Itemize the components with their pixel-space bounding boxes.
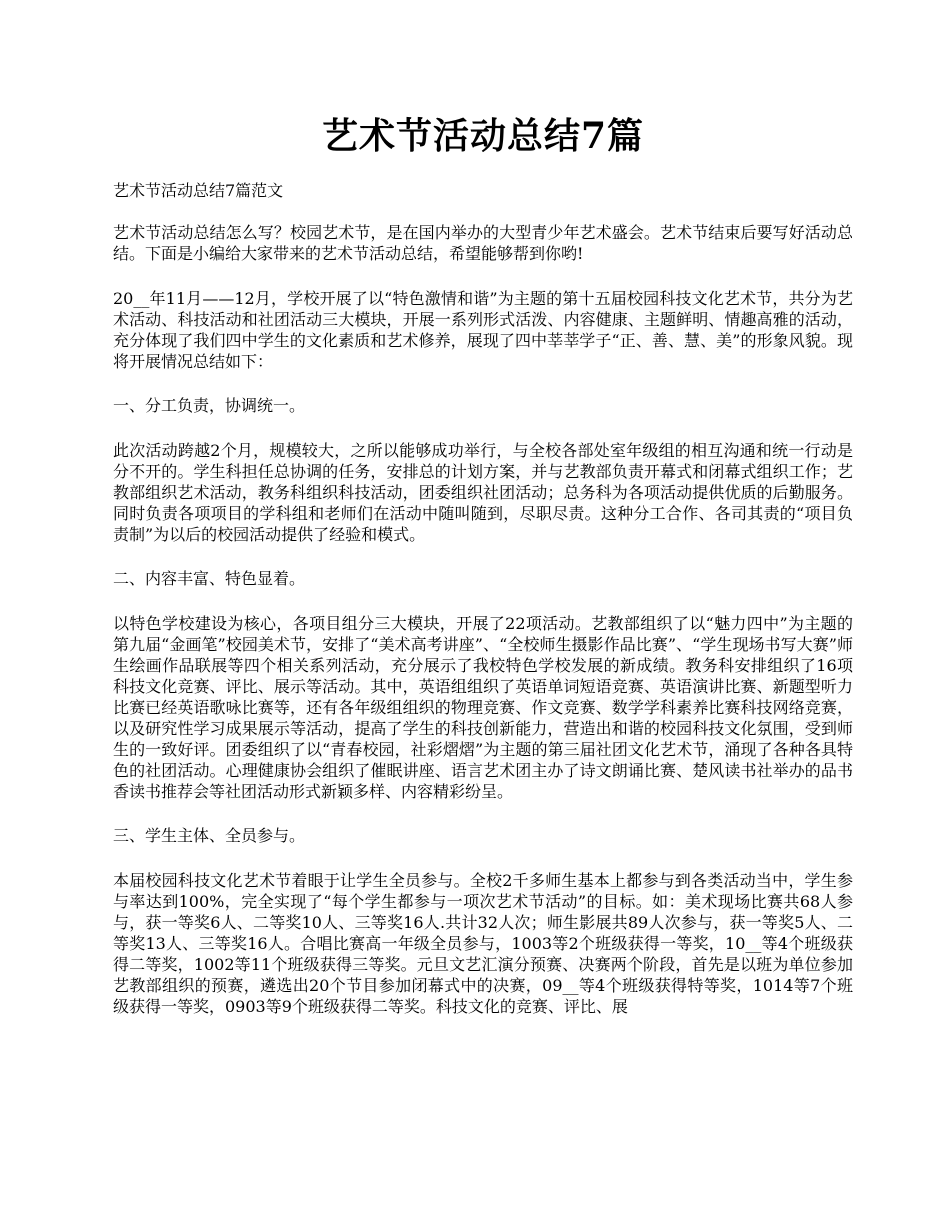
- section-body-3: 本届校园科技文化艺术节着眼于让学生全员参与。全校2千多师生基本上都参与到各类活动当中，学生参与率达到100%，完全实现了“每个学生都参与一项次艺术节活动”的目标。如：美术现场比赛共68人参与，获一等奖6人、二等奖10人、三等奖16人.共计32人次；师生影展共89人次参与，获一等奖5人、二等奖13人、三等奖16人。合唱比赛高一年级全员参与，1003等2个班级获得一等奖，10__等4个班级获得二等奖，1002等11个班级获得三等奖。元旦文艺汇演分预赛、决赛两个阶段，首先是以班为单位参加艺教部组织的预赛，遴选出20个节目参加闭幕式中的决赛，09__等4个班级获得特等奖，1014等7个班级获得一等奖，0903等9个班级获得二等奖。科技文化的竞赛、评比、展: [113, 871, 853, 1016]
- overview-paragraph: 20__年11月——12月，学校开展了以“特色激情和谐”为主题的第十五届校园科技文化艺术节，共分为艺术活动、科技活动和社团活动三大模块，开展一系列形式活泼、内容健康、主题鲜明、情趣高雅的活动，充分体现了我们四中学生的文化素质和艺术修养，展现了四中莘莘学子“正、善、慧、美”的形象风貌。现将开展情况总结如下：: [113, 289, 853, 371]
- section-body-1: 此次活动跨越2个月，规模较大，之所以能够成功举行，与全校各部处室年级组的相互沟通和统一行动是分不开的。学生科担任总协调的任务，安排总的计划方案，并与艺教部负责开幕式和闭幕式组织工作；艺教部组织艺术活动，教务科组织科技活动，团委组织社团活动；总务科为各项活动提供优质的后勤服务。同时负责各项项目的学科组和老师们在活动中随叫随到，尽职尽责。这种分工合作、各司其责的“项目负责制”为以后的校园活动提供了经验和模式。: [113, 441, 853, 544]
- document-title: 艺术节活动总结7篇: [321, 115, 645, 157]
- intro-paragraph: 艺术节活动总结怎么写？校园艺术节，是在国内举办的大型青少年艺术盛会。艺术节结束后要写好活动总结。下面是小编给大家带来的艺术节活动总结，希望能够帮到你哟!: [113, 223, 853, 263]
- section-body-2: 以特色学校建设为核心，各项目组分三大模块，开展了22项活动。艺教部组织了以“魅力四中”为主题的第九届“金画笔”校园美术节，安排了“美术高考讲座”、“全校师生摄影作品比赛”、“学生现场书写大赛”师生绘画作品联展等四个相关系列活动，充分展示了我校特色学校发展的新成绩。教务科安排组织了16项科技文化竞赛、评比、展示等活动。其中，英语组组织了英语单词短语竞赛、英语演讲比赛、新题型听力比赛已经英语歌咏比赛等，还有各年级组组织的物理竞赛、作文竞赛、数学学科素养比赛科技网络竞赛，以及研究性学习成果展示等活动，提高了学生的科技创新能力，营造出和谐的校园科技文化氛围，受到师生的一致好评。团委组织了以“青春校园，社彩熠熠”为主题的第三届社团文化艺术节，涌现了各种各具特色的社团活动。心理健康协会组织了催眠讲座、语言艺术团主办了诗文朗诵比赛、楚风读书社举办的品书香读书推荐会等社团活动形式新颖多样、内容精彩纷呈。: [113, 614, 853, 801]
- section-heading-1: 一、分工负责，协调统一。: [113, 396, 306, 415]
- document-page: [113, 0, 853, 1017]
- document-subtitle: 艺术节活动总结7篇范文: [113, 181, 284, 200]
- section-heading-2: 二、内容丰富、特色显着。: [113, 569, 306, 588]
- section-heading-3: 三、学生主体、全员参与。: [113, 826, 306, 845]
